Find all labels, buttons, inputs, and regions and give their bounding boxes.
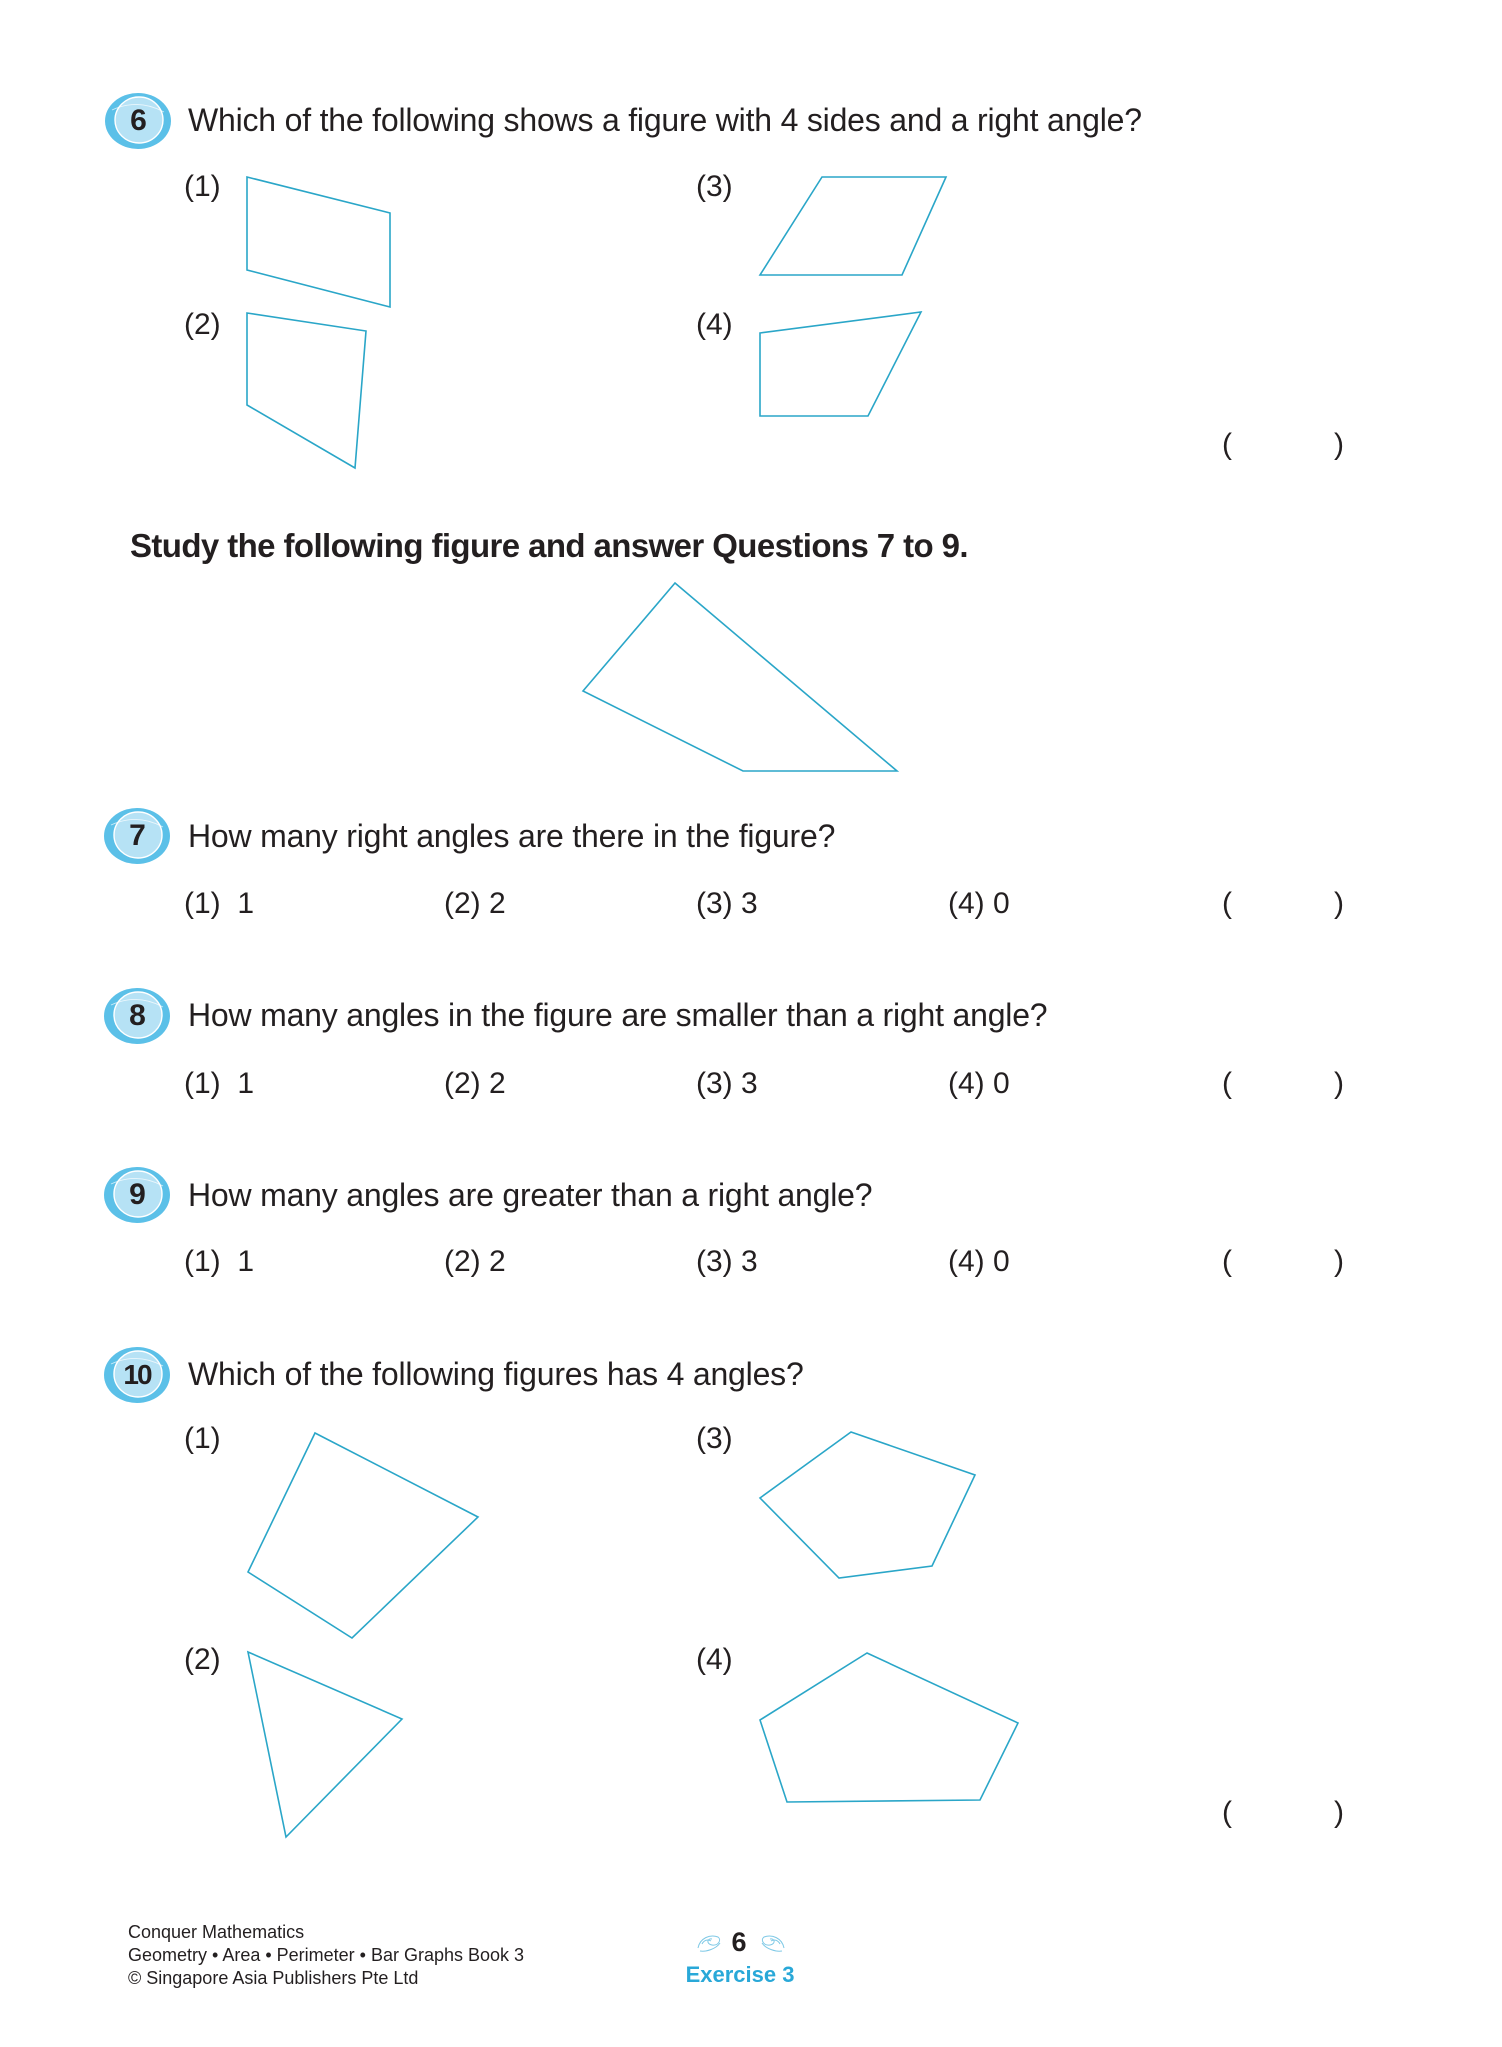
option-label: (1) [184,1245,221,1278]
question-number-badge [103,987,171,1045]
answer-blank-open[interactable]: ( [1222,1796,1232,1829]
option-value: 0 [993,887,1010,920]
instruction-heading: Study the following figure and answer Questions 7 to 9. [130,527,968,564]
question-number-badge [103,807,171,865]
question-text: How many angles in the figure are smaller than a right angle? [188,997,1048,1033]
option-label[interactable]: (1) [184,170,221,203]
option-label[interactable]: (3) [696,1422,733,1455]
decorative-swirl-icon [696,1932,722,1954]
option-1[interactable] [184,1069,254,1099]
footer-publication-info [128,1921,524,1990]
option-3[interactable] [696,1069,758,1099]
option-3[interactable] [696,889,758,919]
option-label: (2) [444,1067,481,1100]
question-text: Which of the following shows a figure with 4 sides and a right angle? [188,102,1142,138]
question-number: 6 [130,104,146,137]
answer-blank-open[interactable]: ( [1222,1067,1232,1100]
option-value: 2 [489,1067,506,1100]
option-value: 1 [237,1067,255,1100]
option-label[interactable]: (3) [696,170,733,203]
question-number: 9 [129,1178,145,1211]
answer-blank-close[interactable]: ) [1334,1245,1344,1278]
footer-book-series: Conquer Mathematics [128,1922,305,1942]
option-value: 0 [993,1245,1010,1278]
answer-blank-close[interactable]: ) [1334,428,1344,461]
answer-blank-open[interactable]: ( [1222,887,1232,920]
option-label: (2) [444,887,481,920]
option-value: 2 [489,887,506,920]
option-label: (4) [948,887,985,920]
q6-option-3-shape [760,177,946,275]
answer-blank-open[interactable]: ( [1222,1245,1232,1278]
option-label: (3) [696,887,733,920]
option-2[interactable] [444,889,506,919]
option-label[interactable]: (4) [696,308,733,341]
option-4[interactable] [948,889,1010,919]
question-number-badge [104,92,172,150]
option-label[interactable]: (2) [184,308,221,341]
decorative-swirl-icon [760,1932,786,1954]
q6-option-2-shape [247,313,366,468]
option-label[interactable]: (4) [696,1643,733,1676]
option-1[interactable] [184,1247,254,1277]
option-label: (3) [696,1245,733,1278]
question-text: How many right angles are there in the figure? [188,818,836,854]
page-number: 6 [731,1927,747,1957]
option-4[interactable] [948,1069,1010,1099]
option-label[interactable]: (2) [184,1643,221,1676]
footer-book-title: Geometry • Area • Perimeter • Bar Graphs Book 3 [128,1945,525,1965]
option-label: (4) [948,1067,985,1100]
question-number: 8 [129,999,145,1032]
q10-option-4-shape [760,1653,1018,1802]
option-4[interactable] [948,1247,1010,1277]
question-number-badge [103,1346,171,1404]
option-label[interactable]: (1) [184,1422,221,1455]
option-value: 1 [237,887,255,920]
q6-option-4-shape [760,312,921,416]
option-3[interactable] [696,1247,758,1277]
exercise-label: Exercise 3 [685,1962,795,1987]
option-1[interactable] [184,889,254,919]
question-number: 10 [123,1359,151,1390]
answer-blank-close[interactable]: ) [1334,887,1344,920]
q6-option-1-shape [247,177,390,307]
answer-blank-close[interactable]: ) [1334,1067,1344,1100]
question-text: How many angles are greater than a right angle? [188,1177,873,1213]
option-2[interactable] [444,1069,506,1099]
option-value: 1 [237,1245,255,1278]
answer-blank-close[interactable]: ) [1334,1796,1344,1829]
option-label: (1) [184,887,221,920]
option-label: (3) [696,1067,733,1100]
option-label: (1) [184,1067,221,1100]
question-number: 7 [129,819,145,852]
q10-option-3-shape [760,1432,975,1578]
option-value: 0 [993,1067,1010,1100]
q10-option-1-shape [248,1433,478,1638]
answer-blank-open[interactable]: ( [1222,428,1232,461]
option-value: 3 [741,1067,758,1100]
question-number-badge [103,1166,171,1224]
option-label: (2) [444,1245,481,1278]
question-text: Which of the following figures has 4 angles? [188,1356,804,1392]
option-value: 3 [741,1245,758,1278]
option-value: 3 [741,887,758,920]
footer-copyright: © Singapore Asia Publishers Pte Ltd [128,1968,419,1988]
option-value: 2 [489,1245,506,1278]
reference-figure-shape [583,583,897,771]
option-label: (4) [948,1245,985,1278]
q10-option-2-shape [248,1652,402,1837]
option-2[interactable] [444,1247,506,1277]
